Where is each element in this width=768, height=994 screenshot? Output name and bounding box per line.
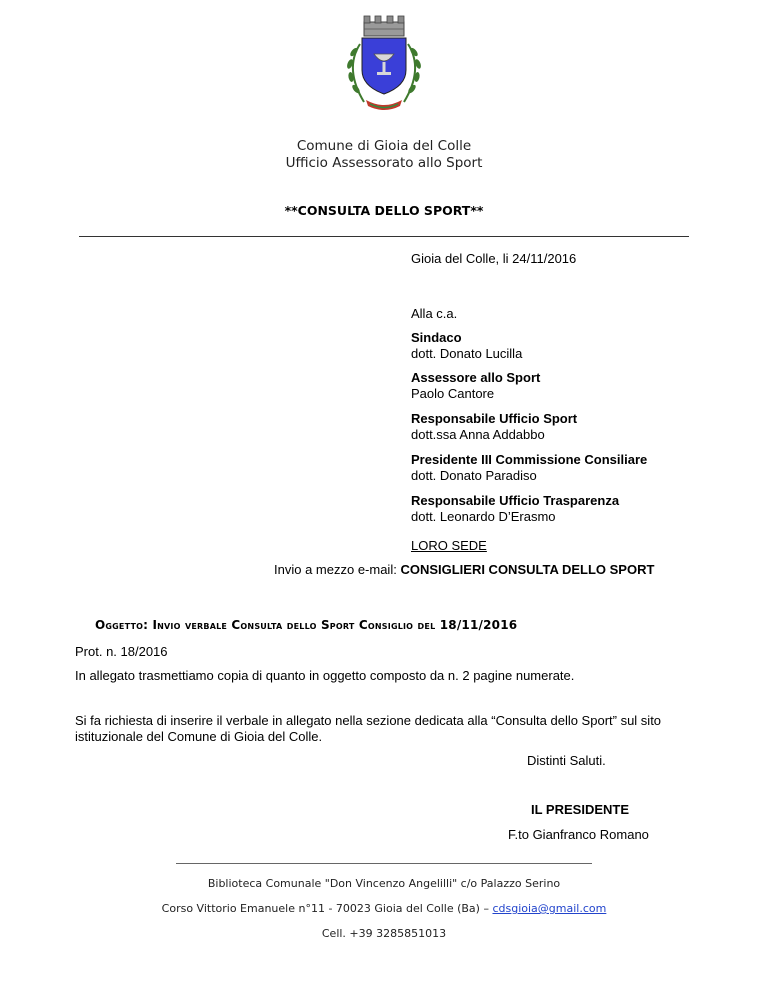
recipient-role: Responsabile Ufficio Sport bbox=[411, 411, 578, 426]
footer-email-link[interactable]: cdsgioia@gmail.com bbox=[492, 902, 607, 915]
municipal-crest-icon bbox=[334, 14, 434, 118]
footer-phone: Cell. +39 3285851013 bbox=[321, 927, 447, 940]
footer-divider bbox=[176, 863, 592, 864]
recipient-sindaco bbox=[411, 330, 522, 362]
recipient-name: dott. Leonardo D’Erasmo bbox=[411, 509, 556, 524]
recipient-name: dott.ssa Anna Addabbo bbox=[411, 427, 545, 442]
recipient-role: Assessore allo Sport bbox=[411, 370, 541, 385]
signature-title: IL PRESIDENTE bbox=[531, 802, 630, 817]
email-line-target: CONSIGLIERI CONSULTA DELLO SPORT bbox=[400, 562, 655, 577]
recipient-name: Paolo Cantore bbox=[411, 386, 495, 401]
paragraph-request: Si fa richiesta di inserire il verbale in allegato nella sezione dedicata alla “Consulta dello Sport” sul sito istituzionale del Comune di Gioia del Colle. bbox=[75, 713, 662, 744]
office-name: Ufficio Assessorato allo Sport bbox=[285, 155, 483, 171]
protocol-number: Prot. n. 18/2016 bbox=[75, 644, 168, 659]
email-line-prefix: Invio a mezzo e-mail: bbox=[274, 562, 401, 577]
subject-line: Oggetto: Invio verbale Consulta dello Sport Consiglio del 18/11/2016 bbox=[95, 618, 518, 632]
footer-street: Corso Vittorio Emanuele n°11 - 70023 Gioia del Colle (Ba) – bbox=[161, 902, 493, 915]
signature-name: F.to Gianfranco Romano bbox=[508, 827, 649, 842]
recipient-role: Presidente III Commissione Consiliare bbox=[411, 452, 648, 467]
closing-salutation: Distinti Saluti. bbox=[527, 753, 606, 768]
footer-address-line1: Biblioteca Comunale "Don Vincenzo Angelilli" c/o Palazzo Serino bbox=[207, 877, 561, 890]
email-line bbox=[274, 562, 654, 578]
footer-address-line2 bbox=[0, 902, 768, 915]
paragraph-attachment: In allegato trasmettiamo copia di quanto in oggetto composto da n. 2 pagine numerate. bbox=[75, 668, 575, 683]
recipient-role: Responsabile Ufficio Trasparenza bbox=[411, 493, 620, 508]
recipient-name: dott. Donato Lucilla bbox=[411, 346, 523, 361]
recipient-commissione bbox=[411, 452, 647, 484]
document-title: **CONSULTA DELLO SPORT** bbox=[284, 203, 484, 218]
attention-label: Alla c.a. bbox=[411, 306, 458, 321]
recipient-trasparenza bbox=[411, 493, 619, 525]
municipality-name: Comune di Gioia del Colle bbox=[296, 138, 472, 154]
header-divider bbox=[79, 236, 689, 237]
recipient-assessore bbox=[411, 370, 540, 402]
recipient-ufficio-sport bbox=[411, 411, 577, 443]
recipient-name: dott. Donato Paradiso bbox=[411, 468, 537, 483]
recipient-role: Sindaco bbox=[411, 330, 462, 345]
loro-sede: LORO SEDE bbox=[411, 538, 487, 553]
date-line: Gioia del Colle, li 24/11/2016 bbox=[411, 251, 577, 266]
